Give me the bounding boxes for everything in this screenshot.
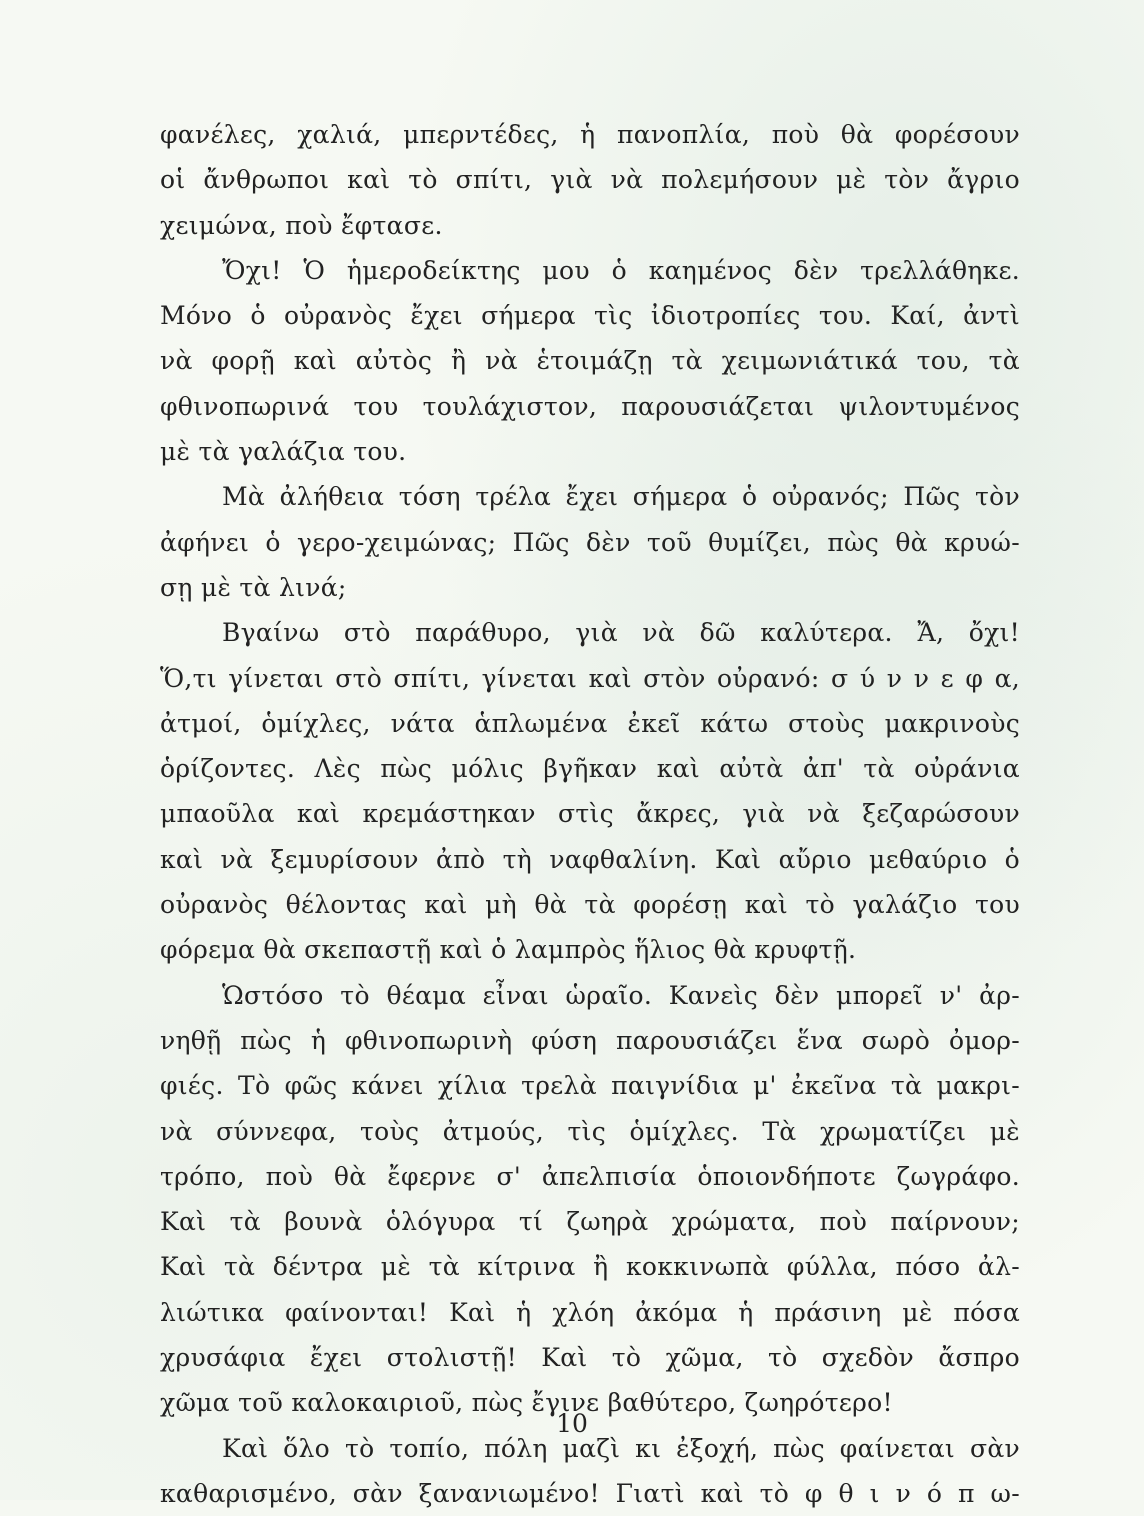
text-line: Ὅ,τι γίνεται στὸ σπίτι, γίνεται καὶ στὸν οὐρανό: σ ύ ν ν ε φ α, [160, 663, 1020, 693]
text-line: μπαοῦλα καὶ κρεμάστηκαν στὶς ἄκρες, γιὰ νὰ ξεζαρώσουν [160, 799, 1020, 829]
text-line: τρόπο, ποὺ θὰ ἔφερνε σ' ἀπελπισία ὁποιονδήποτε ζωγράφο. [160, 1161, 1020, 1191]
text-line: φθινοπωρινά του τουλάχιστον, παρουσιάζεται ψιλοντυμένος [160, 391, 1020, 421]
text-line: Μόνο ὁ οὐρανὸς ἔχει σήμερα τὶς ἰδιοτροπίες του. Καί, ἀντὶ [160, 301, 1020, 331]
text-line: καθαρισμένο, σὰν ξανανιωμένο! Γιατὶ καὶ τὸ φ θ ι ν ό π ω- [160, 1478, 1020, 1508]
text-line: φόρεμα θὰ σκεπαστῇ καὶ ὁ λαμπρὸς ἥλιος θὰ κρυφτῇ. [160, 935, 857, 965]
text-line: Ὡστόσο τὸ θέαμα εἶναι ὡραῖο. Κανεὶς δὲν μπορεῖ ν' ἀρ- [222, 980, 1020, 1010]
text-line: καὶ νὰ ξεμυρίσουν ἀπὸ τὴ ναφθαλίνη. Καὶ αὔριο μεθαύριο ὁ [160, 844, 1020, 874]
text-line: Καὶ τὰ δέντρα μὲ τὰ κίτρινα ἢ κοκκινωπὰ φύλλα, πόσο ἀλ- [160, 1252, 1020, 1282]
text-line: ἀφήνει ὁ γερο-χειμώνας; Πῶς δὲν τοῦ θυμίζει, πὼς θὰ κρυώ- [160, 527, 1020, 557]
text-line: Καὶ ὅλο τὸ τοπίο, πόλη μαζὶ κι ἐξοχή, πὼς φαίνεται σὰν [222, 1433, 1020, 1463]
text-line: χρυσάφια ἔχει στολιστῇ! Καὶ τὸ χῶμα, τὸ σχεδὸν ἄσπρο [160, 1343, 1020, 1373]
text-line: ὁρίζοντες. Λὲς πὼς μόλις βγῆκαν καὶ αὐτὰ ἀπ' τὰ οὐράνια [160, 754, 1020, 784]
text-line: Βγαίνω στὸ παράθυρο, γιὰ νὰ δῶ καλύτερα. Ἄ, ὄχι! [222, 618, 1020, 648]
text-line: Καὶ τὰ βουνὰ ὁλόγυρα τί ζωηρὰ χρώματα, ποὺ παίρνουν; [160, 1207, 1020, 1237]
text-line: χειμώνα, ποὺ ἔφτασε. [160, 210, 443, 240]
text-line: οἱ ἄνθρωποι καὶ τὸ σπίτι, γιὰ νὰ πολεμήσουν μὲ τὸν ἄγριο [160, 165, 1020, 195]
text-line: νὰ σύννεφα, τοὺς ἀτμούς, τὶς ὁμίχλες. Τὰ χρωματίζει μὲ [160, 1116, 1020, 1146]
text-line: νὰ φορῇ καὶ αὐτὸς ἢ νὰ ἑτοιμάζῃ τὰ χειμωνιάτικά του, τὰ [160, 346, 1020, 376]
text-line: Μὰ ἀλήθεια τόση τρέλα ἔχει σήμερα ὁ οὐρανός; Πῶς τὸν [222, 482, 1020, 512]
text-line: ἀτμοί, ὁμίχλες, νάτα ἁπλωμένα ἐκεῖ κάτω στοὺς μακρινοὺς [160, 708, 1020, 738]
text-line: Ὄχι! Ὁ ἡμεροδείκτης μου ὁ καημένος δὲν τρελλάθηκε. [222, 255, 1020, 285]
text-line: χῶμα τοῦ καλοκαιριοῦ, πὼς ἔγινε βαθύτερο, ζωηρότερο! [160, 1388, 893, 1418]
text-line: σῃ μὲ τὰ λινά; [160, 572, 347, 602]
text-line: μὲ τὰ γαλάζια του. [160, 437, 407, 467]
page-number: 10 [556, 1409, 588, 1438]
text-line: φανέλες, χαλιά, μπερντέδες, ἡ πανοπλία, ποὺ θὰ φορέσουν [160, 120, 1020, 149]
text-line: οὐρανὸς θέλοντας καὶ μὴ θὰ τὰ φορέσῃ καὶ τὸ γαλάζιο του [160, 890, 1020, 920]
text-line: λιώτικα φαίνονται! Καὶ ἡ χλόη ἀκόμα ἡ πράσινη μὲ πόσα [160, 1297, 1020, 1327]
text-line: νηθῇ πὼς ἡ φθινοπωρινὴ φύση παρουσιάζει ἕνα σωρὸ ὀμορ- [160, 1025, 1020, 1055]
body-text [160, 112, 1020, 1516]
text-line: φιές. Τὸ φῶς κάνει χίλια τρελὰ παιγνίδια μ' ἐκεῖνα τὰ μακρι- [160, 1071, 1020, 1101]
